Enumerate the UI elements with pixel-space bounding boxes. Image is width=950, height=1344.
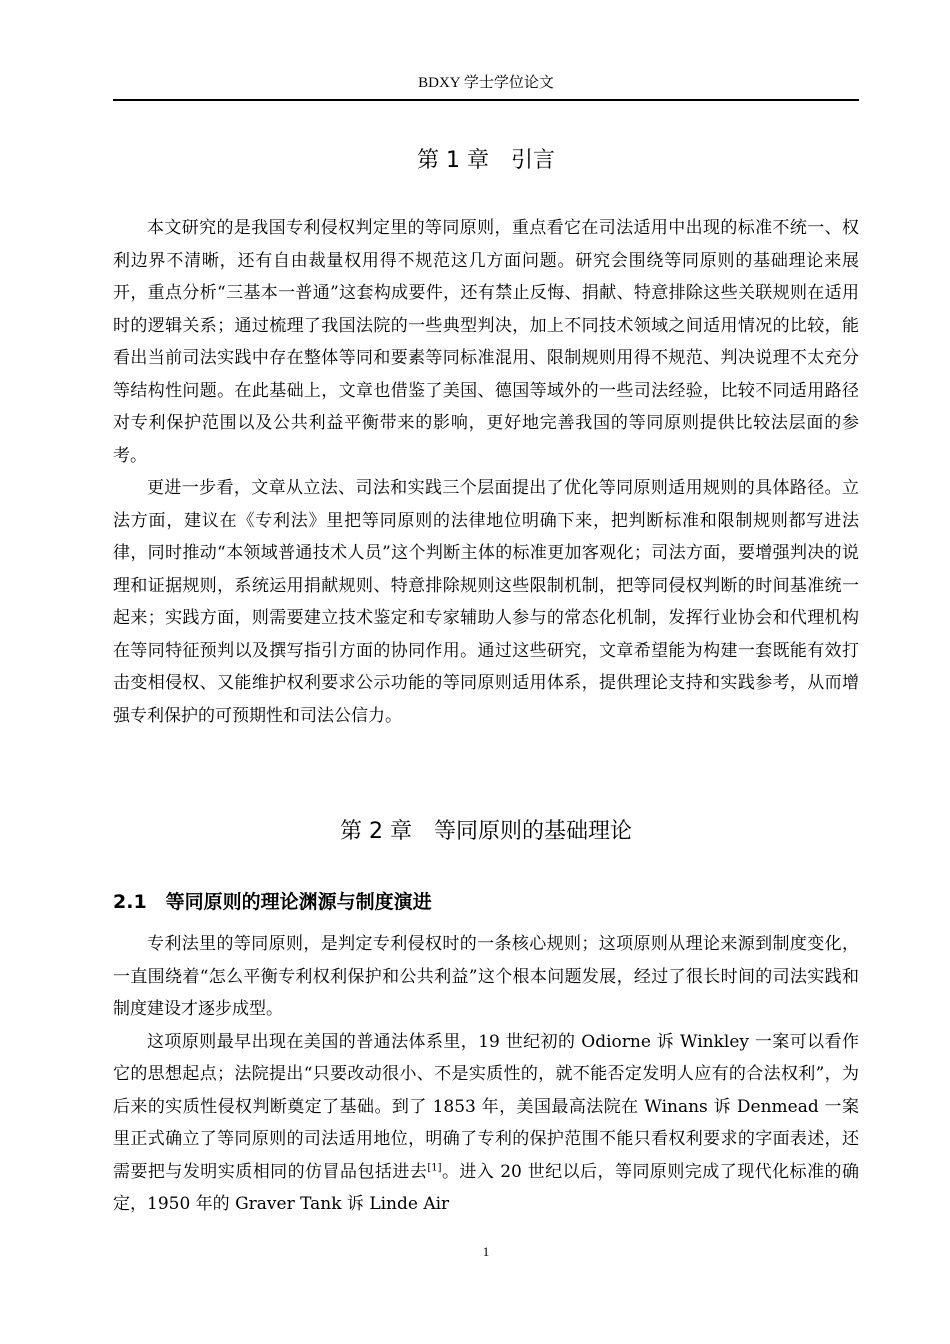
section-2-1-paragraph-2 bbox=[113, 1026, 859, 1221]
paragraph-2-text-b: 。进入 20 世纪以后，等同原则完成了现代化标准的确定，1950 年的 Graver Tank 诉 Linde Air bbox=[113, 1161, 859, 1214]
page-number: 1 bbox=[482, 1244, 490, 1259]
citation-marker: [1] bbox=[427, 1161, 442, 1173]
chapter-2-body bbox=[113, 928, 859, 1221]
section-2-1-title: 2.1 等同原则的理论渊源与制度演进 bbox=[113, 891, 432, 913]
paragraph-2-text-a: 这项原则最早出现在美国的普通法体系里，19 世纪初的 Odiorne 诉 Winkley 一案可以看作它的思想起点；法院提出“只要改动很小、不是实质性的，就不能否定发明人应有的合法权利”，为后来的实质性侵权判断奠定了基础。到了 1853 年，美国最高法院在 Winans 诉 Denmead 一案里正式确立了等同原则的司法适用地位，明确了专利的保护范围不能只看权利要求的字面表述，还需要把与发明实质相同的仿冒品包括进去 bbox=[113, 1031, 859, 1182]
chapter-1-title: 第 1 章 引言 bbox=[417, 148, 555, 173]
header-rule bbox=[113, 99, 859, 101]
chapter-1-body bbox=[113, 212, 859, 732]
chapter-1-paragraph-1: 本文研究的是我国专利侵权判定里的等同原则，重点看它在司法适用中出现的标准不统一、权利边界不清晰，还有自由裁量权用得不规范这几方面问题。研究会围绕等同原则的基础理论来展开，重点分析“三基本一普通”这套构成要件，还有禁止反悔、捐献、特意排除这些关联规则在适用时的逻辑关系；通过梳理了我国法院的一些典型判决，加上不同技术领域之间适用情况的比较，能看出当前司法实践中存在整体等同和要素等同标准混用、限制规则用得不规范、判决说理不太充分等结构性问题。在此基础上，文章也借鉴了美国、德国等域外的一些司法经验，比较不同适用路径对专利保护范围以及公共利益平衡带来的影响，更好地完善我国的等同原则提供比较法层面的参考。 bbox=[113, 218, 859, 466]
page-header: BDXY 学士学位论文 bbox=[418, 75, 554, 91]
chapter-1-paragraph-2: 更进一步看，文章从立法、司法和实践三个层面提出了优化等同原则适用规则的具体路径。立法方面，建议在《专利法》里把等同原则的法律地位明确下来，把判断标准和限制规则都写进法律，同时推动“本领域普通技术人员”这个判断主体的标准更加客观化；司法方面，要增强判决的说理和证据规则，系统运用捐献规则、特意排除规则这些限制机制，把等同侵权判断的时间基准统一起来；实践方面，则需要建立技术鉴定和专家辅助人参与的常态化机制，发挥行业协会和代理机构在等同特征预判以及撰写指引方面的协同作用。通过这些研究，文章希望能为构建一套既能有效打击变相侵权、又能维护权利要求公示功能的等同原则适用体系，提供理论支持和实践参考，从而增强专利保护的可预期性和司法公信力。 bbox=[113, 478, 859, 726]
section-2-1-paragraph-1: 专利法里的等同原则，是判定专利侵权时的一条核心规则；这项原则从理论来源到制度变化，一直围绕着“怎么平衡专利权利保护和公共利益”这个根本问题发展，经过了很长时间的司法实践和制度建设才逐步成型。 bbox=[113, 934, 859, 1019]
chapter-2-title: 第 2 章 等同原则的基础理论 bbox=[340, 819, 632, 844]
